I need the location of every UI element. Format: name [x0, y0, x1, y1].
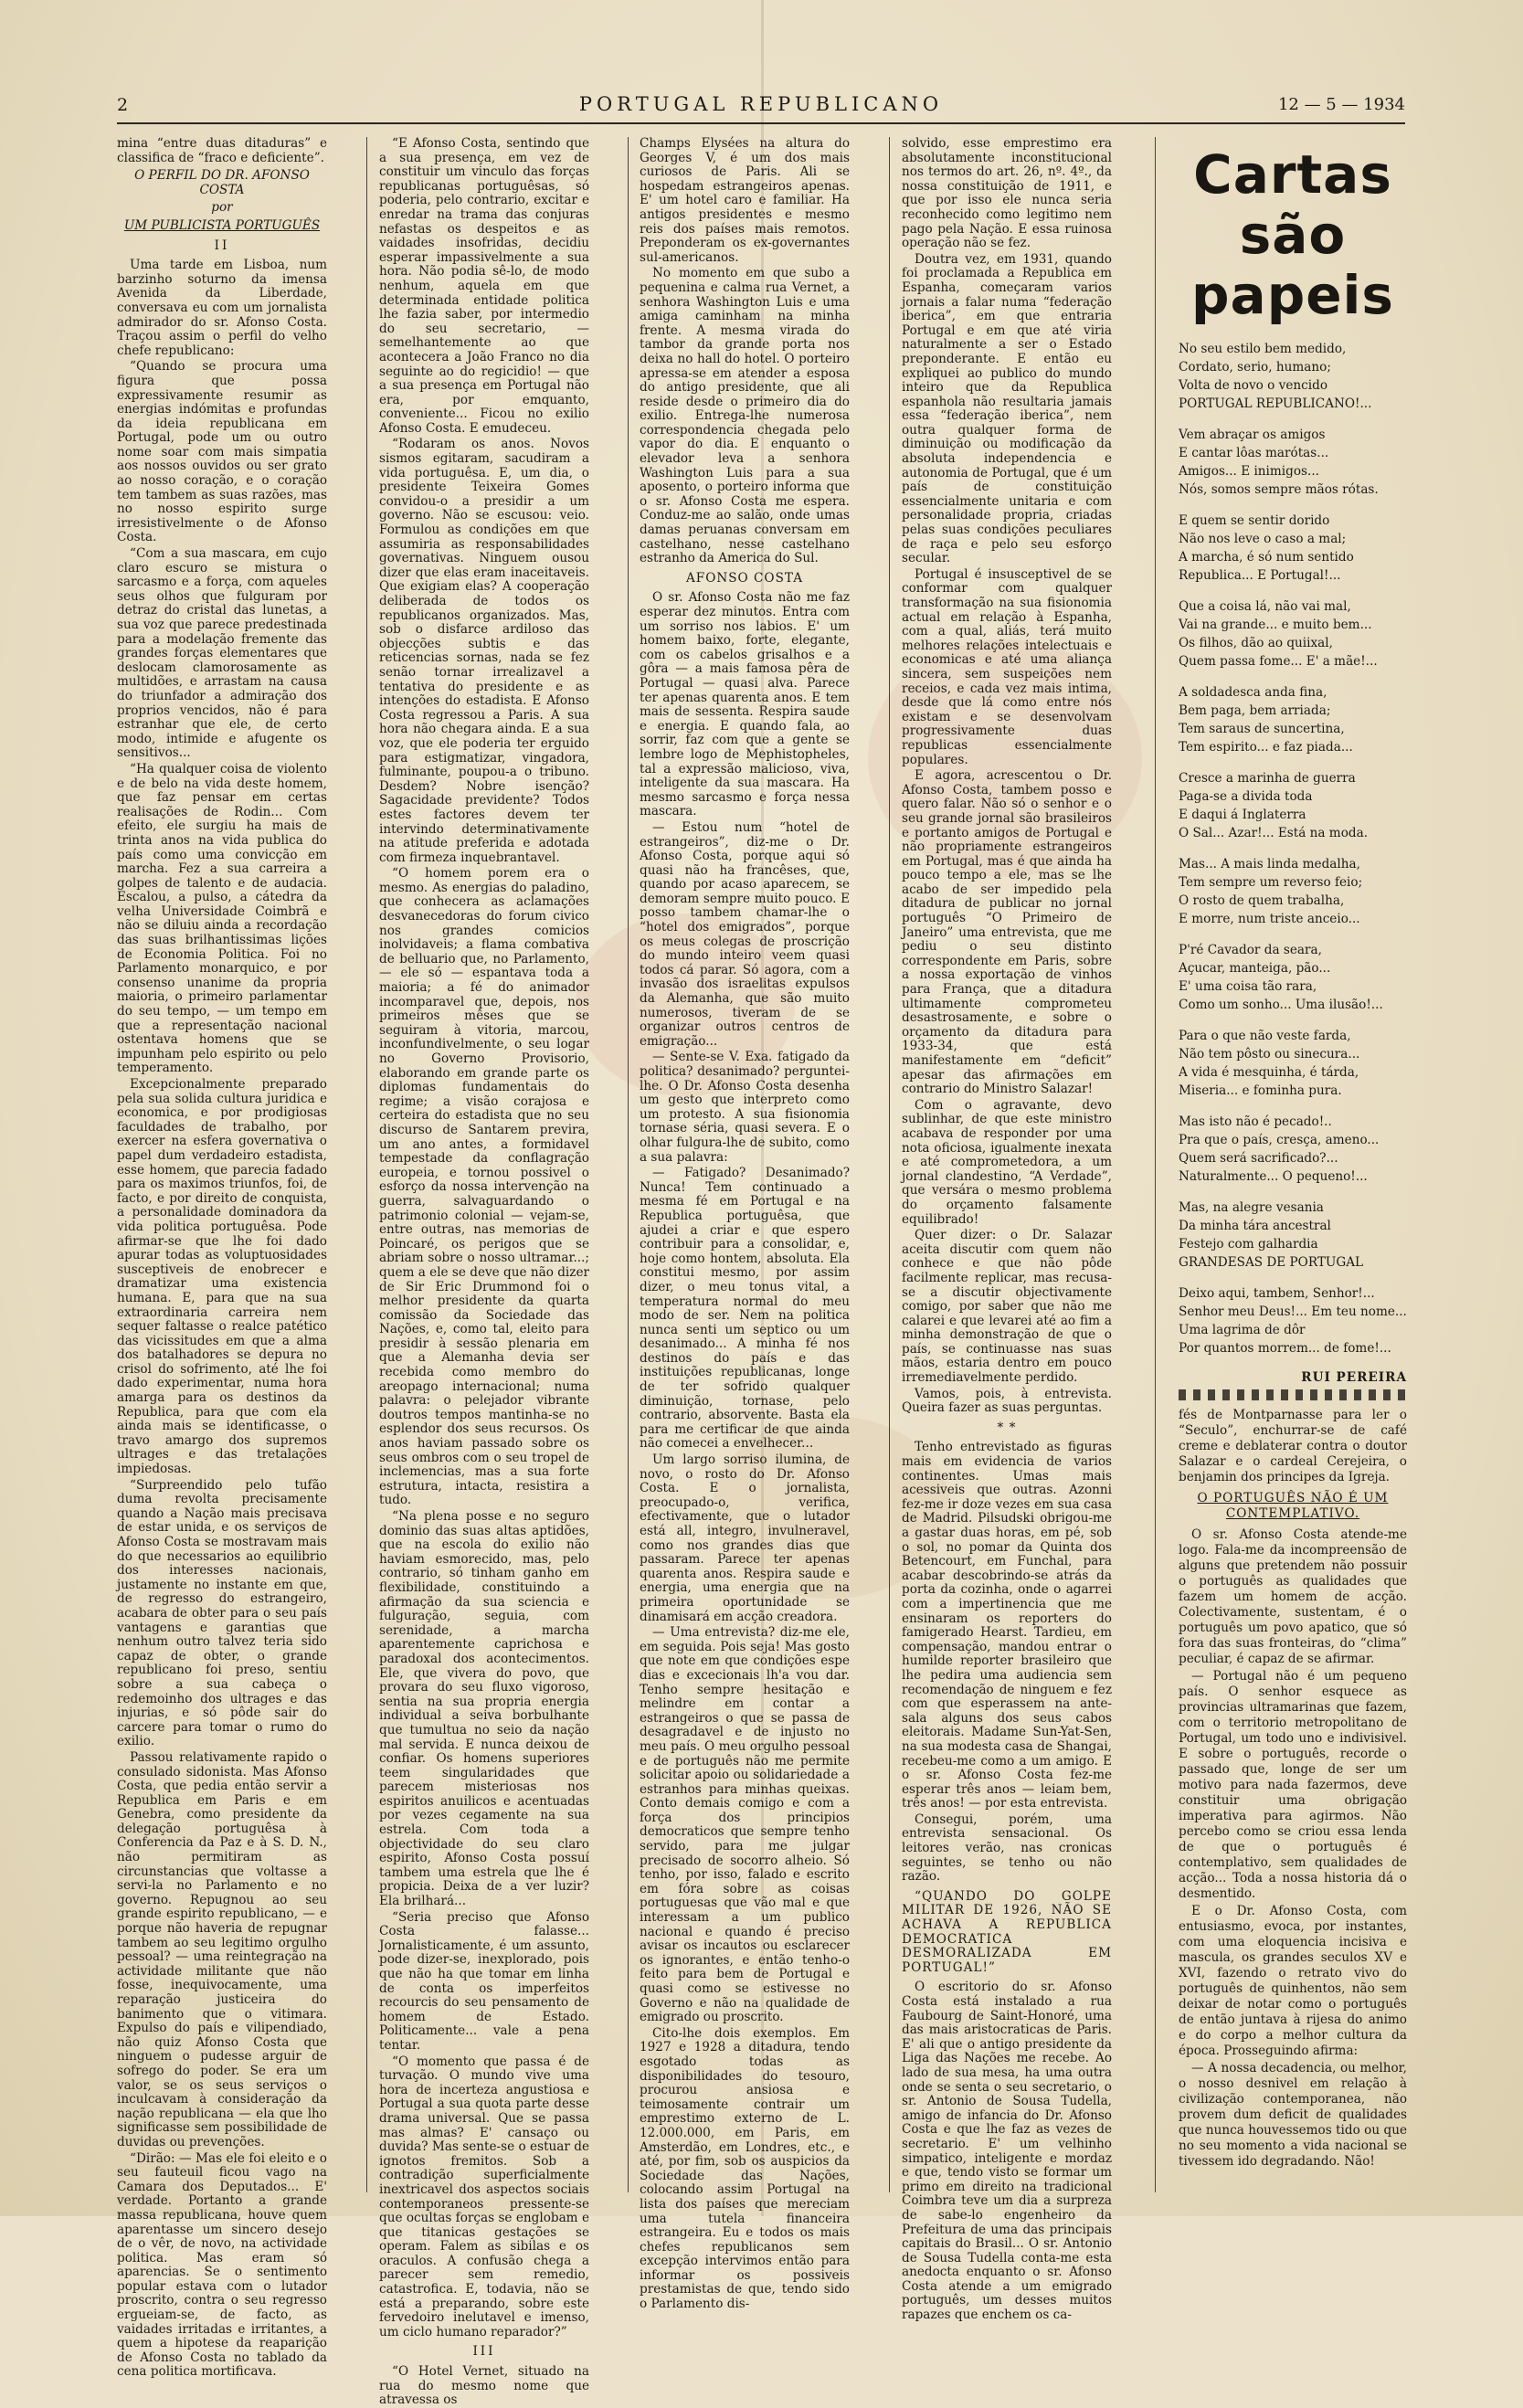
paragraph: Uma tarde em Lisboa, num barzinho soturno da imensa Avenida da Liberdade, conversava eu com um jornalista admirador do sr. Afonso Costa. Traçou assim o perfil do velho chefe republicano: [117, 258, 327, 358]
subheading: O PORTUGUÊS NÃO É UM CONTEMPLATIVO. [1197, 1491, 1389, 1521]
paragraph: Com o agravante, devo sublinhar, de que este ministro acabava de responder por uma nota oficiosa, igualmente inexata e até comprometedora, a um jornal clandestino, “A Verdade”, que versára o mesmo problema do orçamento falsamente equilibrado! [902, 1097, 1112, 1227]
paragraph: fés de Montparnasse para ler o “Seculo”, enchurrar-se de café creme e deblaterar contra o doutor Salazar e o cardeal Cerejeira, o benjamin dos principes da Igreja. [1179, 1408, 1407, 1484]
paragraph: — Portugal não é um pequeno país. O senhor esquece as provincias ultramarinas que fazem, com o territorio metropolitano de Portugal, um todo uno e indivisivel. E sobre o português, recorde o passado que, longe de ser um motivo para nada fazermos, deve constituir uma obrigação imperativa para agirmos. Não percebo como se criou essa lenda de que o português é contemplativo, sem qualidades de acção... Toda a nossa historia dá o desmentido. [1179, 1669, 1407, 1901]
poem-line: A soldadesca anda fina, [1179, 685, 1327, 700]
column-1 [117, 136, 327, 2380]
poem-line: Açucar, manteiga, pão... [1179, 961, 1331, 976]
poem-stanza [1179, 1027, 1407, 1100]
column-5 [1179, 137, 1407, 2192]
poem-stanza [1179, 1199, 1407, 1272]
column-rule [366, 137, 367, 2192]
paragraph: “Na plena posse e no seguro dominio das suas altas aptidões, que na escola do exilio não haviam esmorecido, mas, pelo contrario, só tinham ganho em flexibilidade, constituindo a afirmação da sua sciencia e fulguração, seguia, com serenidade, a marcha aparentemente caprichosa e paradoxal dos acontecimentos. Ele, que vivera do povo, que provara do seu fluxo vigoroso, sentia na sua propria energia individual a seiva borbulhante que tumultua no seio da nação mal servida. E nunca deixou de confiar. Os homens superiores teem singularidades que parecem misteriosas nos espiritos anuilicos e acentuadas por vezes cegamente na sua estrela. Com toda a objectividade do seu claro espirito, Afonso Costa possuí tambem uma estrela que lhe é propicia. Deixa de a ver luzir? Ela brilhará... [379, 1509, 589, 1909]
poem-stanza [1179, 597, 1407, 671]
poem-line: Por quantos morrem... de fome!... [1179, 1341, 1391, 1356]
column-rule [889, 137, 890, 2192]
poem-line: GRANDESAS DE PORTUGAL [1179, 1255, 1364, 1270]
poem-line: Paga-se a divida toda [1179, 789, 1313, 804]
poem-stanza [1179, 426, 1407, 499]
poem-line: Quem será sacrificado?... [1179, 1151, 1338, 1166]
paragraph: — Uma entrevista? diz-me ele, em seguida. Pois seja! Mas gosto que note em que condições espe dias e excecionais lh'a vou dar. Tenho sempre hesitação e melindre em contar a estrangeiros o que se passa de desagradavel e de injusto no meu país. O meu orgulho pessoal e de português não me permite solicitar apoio ou solidariedade a estranhos para minhas queixas. Conto demais comigo e com a força dos principios democraticos que sempre tenho servido, para me julgar precisado de socorro alheio. Só tenho, por isso, falado e escrito em fóra sobre as coisas portuguesas que vão mal e que interessam a um publico nacional e quando é preciso avisar os incautos ou esclarecer os ignorantes, e então tenho-o feito para bem de Portugal e quasi como se estivesse no Governo e não na qualidade de emigrado ou proscrito. [640, 1625, 850, 2025]
poem-line: E' uma coisa tão rara, [1179, 979, 1317, 994]
poem-line: Cordato, serio, humano; [1179, 360, 1331, 375]
paragraph: “O homem porem era o mesmo. As energias do paladino, que conhecera as aclamações desvanecedoras do forum civico nos grandes comicios inolvidaveis; a flama combativa de belluario que, no Parlamento, — ele só — espantava toda a maioria; a fé do animador incomparavel que, depois, nos primeiros mêses que se seguiram à vitoria, marcou, inconfundivelmente, o seu logar no Governo Provisorio, elaborando em grande parte os diplomas fundamentais do regime; a visão corajosa e certeira do estadista que no seu discurso de Santarem previra, um ano antes, a formidavel tempestade da conflagração europeia, e tornou possivel o esforço da nossa intervenção na guerra, salvaguardando o patrimonio colonial — vejam-se, entre outras, nas memorias de Poincaré, os perigos que se abriam sobre o nosso ultramar...; quem a ele se deve que não dizer de Sir Eric Drummond foi o melhor presidente da quarta comissão da Sociedade das Nações, e, como tal, eleito para presidir à sessão plenaria em que a Alemanha devia ser recebida como membro do areopago internacional; numa palavra: o pelejador vibrante doutros tempos mantinha-se no esplendor dos seus recursos. Os anos haviam passado sobre os seus ombros com o seu tropel de inclemencias, mas a sua forte estrutura, intacta, resistira a tudo. [379, 866, 589, 1508]
paragraph: “O momento que passa é de turvação. O mundo vive uma hora de incerteza angustiosa e Portugal a sua quota parte desse drama universal. Que se passa mas almas? E' cansaço ou duvida? Mas sente-se o estuar de ignotos fremitos. Sob a contradição superficialmente inextricavel dos aspectos sociais contemporaneos pressente-se que ocultas forças se englobam e que titanicas gestações se operam. Falem as sibilas e os oraculos. A confusão chega a parecer sem remedio, catastrofica. E, todavia, não se está a preparando, sobre este fervedoiro inelutavel e imenso, um ciclo humano reparador?” [379, 2054, 589, 2339]
paragraph: “O Hotel Vernet, situado na rua do mesmo nome que atravessa os [379, 2364, 589, 2408]
poem-line: Festejo com galhardia [1179, 1237, 1318, 1252]
poem-line: Mas, na alegre vesania [1179, 1200, 1324, 1215]
poem-line: Quem passa fome... E' a mãe!... [1179, 654, 1378, 669]
poem-stanza [1179, 1113, 1407, 1186]
poem-line: Tem espirito... e faz piada... [1179, 740, 1353, 755]
poem-line: No seu estilo bem medido, [1179, 342, 1347, 356]
poem-stanza [1179, 855, 1407, 928]
paragraph: “Surpreendido pelo tufão duma revolta precisamente quando a Nação mais precisava de estar unida, e os serviços de Afonso Costa se mostravam mais do que necessarios ao equilibrio dos interesses nacionais, justamente no instante em que, de regresso do estrangeiro, acabara de obter para o seu país vantagens e garantias que nenhum outro talvez teria sido capaz de obter, o grande republicano foi preso, sentiu sobre a sua cabeça o redemoinho dos ultrages e das injurias, e só pôde sair do carcere para tomar o rumo do exilio. [117, 1477, 327, 1749]
paragraph: E o Dr. Afonso Costa, com entusiasmo, evoca, por instantes, com uma eloquencia incisiva e mascula, os grandes seculos XV e XVI, fazendo o retrato vivo do português de quinhentos, não sem deixar de notar como o português de então juntava à rijesa do animo e do corpo a melhor cultura da época. Prosseguindo afirma: [1179, 1904, 1407, 2058]
poem-line: E morre, num triste anceio... [1179, 912, 1360, 926]
paragraph: O escritorio do sr. Afonso Costa está instalado a rua Faubourg de Saint-Honoré, uma das mais aristocraticas de Paris. E' ali que o antigo presidente da Liga das Nações me recebe. Ao lado de sua mesa, ha uma outra onde se senta o seu secretario, o sr. Antonio de Sousa Tudella, amigo de infancia do Dr. Afonso Costa e que lhe faz as vezes de secretario. E' um velhinho simpatico, inteligente e mordaz e que, tendo visto se formar um primo em direito na tradicional Coimbra teve um dia a surpreza de sabe-lo engenheiro da Prefeitura de uma das principais capitais do Brasil... O sr. Antonio de Sousa Tudella conta-me esta anedocta enquanto o sr. Afonso Costa atende a um emigrado português, um desses muitos rapazes que enchem os ca- [902, 1980, 1112, 2323]
poem-line: Volta de novo o vencido [1179, 378, 1328, 393]
column-3 [640, 136, 850, 2312]
paragraph: “Rodaram os anos. Novos sismos egitaram, sacudiram a vida portuguêsa. E, um dia, o presidente Teixeira Gomes convidou-o a presidir a um governo. Não se escusou: veio. Formulou as condições em que assumiria as responsabilidades governativas. Ninguem ousou dizer que elas eram inaceitaveis. Que exigiam elas? A cooperação deliberada de todos os republicanos organizados. Mas, sob o disfarce ardiloso das objecções subtis e das reticencias sornas, nada se fez senão tornar irrealizavel a tentativa do presidente e as intenções do estadista. E Afonso Costa regressou a Paris. A sua hora não chegara ainda. E a sua voz, que ele poderia ter erguido para estigmatizar, vingadora, fulminante, poupou-a o tribuno. Desdem? Nobre isenção? Sagacidade previdente? Todos estes factores devem ter intervindo determinativamente na atitude preferida e adotada com firmeza inquebrantavel. [379, 437, 589, 865]
poem-line: Vai na grande... e muito bem... [1179, 618, 1372, 632]
paragraph: — A nossa decadencia, ou melhor, o nosso desnivel em relação à civilização contemporanea, não provem dum deficit de qualidades que nunca houvessemos tido ou que no seu momento a vida nacional se tivessem ido degradando. Não! [1179, 2061, 1407, 2169]
poem-line: Tem saraus de suncertina, [1179, 722, 1345, 736]
poem-line: A vida é mesquinha, é tárda, [1179, 1065, 1359, 1080]
paragraph: Vamos, pois, à entrevista. Queira fazer as suas perguntas. [902, 1386, 1112, 1416]
poem-stanza [1179, 512, 1407, 585]
poem-line: Vem abraçar os amigos [1179, 428, 1326, 442]
paragraph: mina “entre duas ditaduras” e classifica de “fraco e deficiente”. [117, 136, 327, 165]
poem-line: O rosto de quem trabalha, [1179, 893, 1345, 908]
article-heading: O PERFIL DO DR. AFONSO COSTA [134, 168, 310, 197]
newspaper-title: PORTUGAL REPUBLICANO [578, 93, 944, 115]
poem-line: Nós, somos sempre mãos rótas. [1179, 482, 1379, 497]
poem-line: Bem paga, bem arriada; [1179, 703, 1331, 718]
paragraph: E agora, acrescentou o Dr. Afonso Costa, tambem posso e quero falar. Não só o senhor e o seu grande jornal são brasileiros e portanto amigos de Portugal e não propriamente estrangeiros em Portugal, mas é que ainda ha pouco tempo a ele, mas se lhe acabo de ser impedido pela ditadura de publicar no jornal português “O Primeiro de Janeiro” uma entrevista, que me pediu o seu distinto correspondente em Paris, sobre a nossa exportação de vinhos para França, que a ditadura ultimamente comprometeu desastrosamente, e sobre o orçamento da ditadura para 1933-34, que está manifestamente em “deficit” apesar das afirmações em contrario do Ministro Salazar! [902, 768, 1112, 1097]
paragraph: solvido, esse emprestimo era absolutamente inconstitucional nos termos do art. 26, nº. 4º., da nossa constituição de 1911, e que por isso ele nunca seria reconhecido como legitimo nem pago pela Nação. E essa ruinosa operação não se fez. [902, 136, 1112, 251]
poem-line: E quem se sentir dorido [1179, 513, 1330, 528]
paragraph: Cito-lhe dois exemplos. Em 1927 e 1928 a ditadura, tendo esgotado todas as disponibilidades do tesouro, procurou ansiosa e teimosamente contrair um emprestimo externo de L. 12.000.000, em Paris, em Amsterdão, em Londres, etc., e até, por fim, sob os auspicios da Sociedade das Nações, colocando assim Portugal na lista dos países que mereciam uma tutela financeira estrangeira. Eu e todos os mais chefes republicanos sem excepção intervimos então para informar os possiveis prestamistas de que, tendo sido o Parlamento dis- [640, 2025, 850, 2312]
poem-line: P'ré Cavador da seara, [1179, 943, 1322, 957]
section-number: II [214, 238, 230, 253]
poem-line: Amigos... E inimigos... [1179, 464, 1319, 479]
paragraph: “Com a sua mascara, em cujo claro escuro se mistura o sarcasmo e a força, com aqueles seus olhos que fulguram por detraz do cristal das lunetas, a sua voz que parece predestinada para a modelação fremente das grandes forças elementares que deslocam clamorosamente as multidões, e arrastam na causa do triunfador a admiração dos proprios vencidos, não é para estranhar que ele, de certo modo, intimide e afugente os sensitivos... [117, 546, 327, 761]
poem-line: Republica... E Portugal!... [1179, 568, 1341, 583]
poem-stanza [1179, 340, 1407, 413]
paragraph: Excepcionalmente preparado pela sua solida cultura juridica e economica, e por prodigiosas faculdades de trabalho, por exercer na esfera governativa o papel dum verdadeiro estadista, esse homem, que parecia fadado para os maximos triunfos, foi, de facto, e por direito de conquista, a personalidade dominadora da vida politica portuguêsa. Pode afirmar-se que lhe foi dado apurar todas as voluptuosidades susceptiveis de enobrecer e dramatizar uma existencia humana. E, para que na sua extraordinaria carreira nem sequer faltasse o realce patético das vicissitudes em que a alma dos batalhadores se depura no crisol do sofrimento, até lhe foi dado experimentar, numa hora amarga para os destinos da Republica, para que com ela ainda mais se identificasse, o travo amargo dos supremos ultrages e das tretalações impiedosas. [117, 1077, 327, 1477]
masthead [117, 91, 1405, 124]
column-2 [379, 136, 589, 2408]
paragraph: “E Afonso Costa, sentindo que a sua presença, em vez de constituir um vinculo das forças republicanas portuguêsas, só poderia, pelo contrario, excitar e enredar na trama das conjuras nefastas os despeitos e as vaidades insofridas, decidiu esperar impassivelmente a sua hora. Não podia sê-lo, de modo nenhum, aquela em que determinada entidade politica lhe fazia saber, por intermedio do seu secretario, — semelhantemente ao que acontecera a João Franco no dia seguinte ao do regicidio! — que a sua presença em Portugal não era, por emquanto, conveniente... Ficou no exilio Afonso Costa. E emudeceu. [379, 136, 589, 436]
poem-line: Como um sonho... Uma ilusão!... [1179, 998, 1383, 1012]
paragraph: O sr. Afonso Costa atende-me logo. Fala-me da incompreensão de alguns que pretendem não possuir o português as qualidades que fazem um homem de acção. Colectivamente, sustentam, é o português um povo apatico, que só fora das suas fronteiras, do “clima” peculiar, é capaz de se afirmar. [1179, 1527, 1407, 1666]
paragraph: Champs Elysées na altura do Georges V, é um dos mais curiosos de Paris. Ali se hospedam estrangeiros apenas. E' um hotel caro e familiar. Ha antigos presidentes e mesmo reis dos países mais remotos. Preponderam os ex-governantes sul-americanos. [640, 136, 850, 265]
poem-line: A marcha, é só num sentido [1179, 550, 1354, 565]
section-break: * * [997, 1420, 1017, 1435]
column-4 [902, 136, 1112, 2323]
poem-line: E daqui á Inglaterra [1179, 808, 1306, 822]
poem-stanza [1179, 1284, 1407, 1357]
poem-stanza [1179, 769, 1407, 842]
article-byline-by: por [211, 200, 233, 216]
paragraph: “Dirão: — Mas ele foi eleito e o seu fauteuil ficou vago na Camara dos Deputados... E' verdade. Portanto a grande massa republicana, houve quem aparentasse um sincero desejo de o vêr, de novo, na actividade politica. Mas eram só aparencias. Se o sentimento popular estava com o lutador proscrito, contra o seu regresso ergueiam-se, de facto, as vaidades irritadas e irritantes, a quem a hipotese da reaparição de Afonso Costa no tablado da cena politica mortificava. [117, 2150, 327, 2380]
paragraph: Consegui, porém, uma entrevista sensacional. Os leitores verão, nas cronicas seguintes, se tenho ou não razão. [902, 1811, 1112, 1885]
poem-line: Da minha tára ancestral [1179, 1219, 1331, 1233]
paragraph: Quer dizer: o Dr. Salazar aceita discutir com quem não conhece e que não pôde facilmente replicar, mas recusa-se a discutir objectivamente comigo, por saber que não me calarei e que levarei até ao fim a minha demonstração de que o país, se continuasse nas suas mãos, estaria dentro em pouco irremediavelmente perdido. [902, 1228, 1112, 1386]
paragraph: Doutra vez, em 1931, quando foi proclamada a Republica em Espanha, começaram varios jornais a falar numa “federação iberica”, em que entraria Portugal e em que até viria naturalmente a ser o Estado preponderante. E então eu expliquei ao publico do mundo inteiro que da Republica espanhola não resultaria jamais essa “federação iberica”, nem outra qualquer forma de diminuição ou modificação da absoluta independencia e autonomia de Portugal, que é um país de constituição essencialmente unitaria e com personalidade propria, criadas pelas suas condições peculiares de raça e pelo seu esforço secular. [902, 251, 1112, 566]
poem-line: Não tem pôsto ou sinecura... [1179, 1047, 1360, 1061]
poem-signature: RUI PEREIRA [1301, 1370, 1407, 1385]
paragraph: — Estou num “hotel de estrangeiros”, diz-me o Dr. Afonso Costa, porque aqui só quasi não ha francêses, que, quando por acaso aparecem, se demoram sempre muito pouco. E posso tambem chamar-lhe o “hotel dos emigrados”, porque os meus colegas de proscrição do mundo inteiro veem quasi todos cá parar. Só agora, com a invasão dos israelitas expulsos da Alemanha, que são muito numerosos, tiveram de se organizar outros centros de emigração... [640, 819, 850, 1049]
decorative-divider [1179, 1389, 1407, 1400]
column-rule [1155, 137, 1156, 2192]
paragraph: Tenho entrevistado as figuras mais em evidencia de varios continentes. Umas mais acessiveis que outras. Azonni fez-me ir doze vezes em sua casa de Madrid. Pilsudski obrigou-me a gastar duas horas, em pé, sob o sol, no pomar da Quinta dos Betencourt, em Funchal, para acabar descobrindo-se atrás da porta da cozinha, onde o agarrei com a impertinencia que me ensinaram os reporters do famigerado Hearst. Tardieu, em compensação, mandou entrar o humilde reporter brasileiro que lhe pedira uma audiencia sem recomendação de ninguem e fez com que esperassem na ante-sala alguns dos seus cabos eleitorais. Madame Sun-Yat-Sen, na sua modesta casa de Shangai, recebeu-me como a um amigo. E o sr. Afonso Costa fez-me esperar três anos — leiam bem, três anos! — por esta entrevista. [902, 1440, 1112, 1811]
page-number: 2 [117, 95, 129, 115]
poem-line: Pra que o país, cresça, ameno... [1179, 1133, 1380, 1147]
section-number: III [472, 2344, 496, 2360]
poem [1179, 340, 1407, 1357]
paragraph: O sr. Afonso Costa não me faz esperar dez minutos. Entra com um sorriso nos labios. E' um homem baixo, forte, elegante, com os cabelos grisalhos e a gôra — a mais famosa pêra de Portugal — quasi alva. Parece ter apenas quarenta anos. E tem mais de sessenta. Respira saude e energia. E quando fala, ao sorrir, faz com que a gente se lembre logo de Mephistopheles, tal a expressão malicioso, viva, inteligente da sua mascara. Ha mesmo sarcasmo e força nessa mascara. [640, 590, 850, 819]
paragraph: Um largo sorriso ilumina, de novo, o rosto do Dr. Afonso Costa. E o jornalista, preocupado-o, verifica, efectivamente, que o lutador está all, integro, invulneravel, como nos grandes dias que passaram. Parece ter apenas quarenta anos. Respira saude e energia, uma energia que na primeira oportunidade se dinamisará em acção creadora. [640, 1452, 850, 1624]
paragraph: — Fatigado? Desanimado? Nunca! Tem continuado a mesma fé em Portugal e na Republica portuguêsa, que ajudei a criar e que espero contribuir para a consolidar, e, hoje como hontem, absoluta. Ela constitui mesmo, por assim dizer, o meu tonus vital, a temperatura normal do meu modo de ser. Nem na politica nunca senti um septico ou um desanimado... A minha fé nos destinos do país e das instituições republicanas, longe de ter sofrido qualquer diminuição, tornase, pelo contrario, absorvente. Basta ela para me certificar de que ainda não comecei a envelhecer... [640, 1166, 850, 1452]
subheading: “QUANDO DO GOLPE MILITAR DE 1926, NÃO SE ACHAVA A REPUBLICA DEMOCRATICA DESMORALIZADA EM PORTUGAL!” [902, 1888, 1112, 1975]
poem-line: Miseria... e fominha pura. [1179, 1083, 1342, 1098]
poem-line: Naturalmente... O pequeno!... [1179, 1169, 1368, 1184]
poem-line: Uma lagrima de dôr [1179, 1323, 1306, 1337]
poem-line: Os filhos, dão ao quiixal, [1179, 636, 1333, 650]
paragraph: “Ha qualquer coisa de violento e de belo na vida deste homem, que faz pensar em certas realisações de Rodin... Com efeito, ele surgiu ha mais de trinta anos na vida publica do país como uma convicção em marcha. Fez a sua carreira a golpes de talento e de audacia. Escalou, a pulso, a cátedra da velha Universidade Coimbrã e não se diluiu ainda a recordação das suas brilhantissimas lições de Economia Politica. Foi no Parlamento monarquico, e por consenso unanime da propria maioria, o primeiro parlamentar do seu tempo, — um tempo em que a representação nacional ostentava homens que se impunham pelo espirito ou pelo temperamento. [117, 761, 327, 1076]
paragraph: — Sente-se V. Exa. fatigado da politica? desanimado? perguntei-lhe. O Dr. Afonso Costa desenha um gesto que interpreto como um protesto. A sua fisionomia tornase séria, quasi severa. E o olhar fulgura-lhe de subito, como a sua palavra: [640, 1050, 850, 1165]
poem-line: Para o que não veste farda, [1179, 1029, 1351, 1043]
article-byline: UM PUBLICISTA PORTUGUÊS [123, 217, 321, 233]
issue-date: 12 — 5 — 1934 [1277, 95, 1405, 114]
poem-line: Cresce a marinha de guerra [1179, 771, 1356, 786]
poem-line: PORTUGAL REPUBLICANO!... [1179, 396, 1372, 411]
poem-line: Não nos leve o caso a mal; [1179, 532, 1347, 546]
poem-stanza [1179, 683, 1407, 756]
paragraph: Portugal é insusceptivel de se conformar com qualquer transformação na sua fisionomia actual em relação à Espanha, com a qual, aliás, terá muito melhores relações intelectuais e economicas e até uma aliança sincera, sem suspeições nem receios, e cada vez mais intima, desde que lá como entre nós existam e se desenvolvam progressivamente duas republicas essencialmente populares. [902, 566, 1112, 767]
poem-line: Mas isto não é pecado!.. [1179, 1114, 1332, 1129]
subheading: AFONSO COSTA [685, 570, 804, 586]
paragraph: Passou relativamente rapido o consulado sidonista. Mas Afonso Costa, que pedia então servir a Republica em Paris e em Genebra, como presidente da delegação portuguêsa à Conferencia da Paz e à S. D. N., não permitiram as circunstancias que voltasse a servi-la no Parlamento e no governo. Repugnou ao seu grande espirito republicano, — e porque não haveria de repugnar tambem ao seu legitimo orgulho pessoal? — uma reintegração na actividade militante que não fosse, inequivocamente, uma reparação justiceira do banimento que o vitimara. Expulso do país e vilipendiado, não quiz Afonso Costa que ninguem o pudesse arguir de sofrego do poder. Se era um valor, se os seus serviços o inculcavam à consideração da nação republicana — ela que lho significasse sem possibilidade de duvidas ou prevenções. [117, 1749, 327, 2149]
poem-line: Senhor meu Deus!... Em teu nome... [1179, 1304, 1407, 1319]
poem-line: Deixo aqui, tambem, Senhor!... [1179, 1286, 1375, 1301]
paragraph: “Quando se procura uma figura que possa expressivamente resumir as energias indómitas e profundas da ideia republicana em Portugal, pode um ou outro nome soar com mais simpatia aos nossos ouvidos ou ser grato ao nosso coração, e o coração tem tambem as suas razões, mas no nosso espirito surge irresistivelmente o de Afonso Costa. [117, 359, 327, 545]
paragraph: “Seria preciso que Afonso Costa falasse... Jornalisticamente, é um assunto, pode dizer-se, inexplorado, pois que não ha que tomar em linha de conta os imperfeitos recourcis do seu pensamento de homem de Estado. Politicamente... vale a pena tentar. [379, 1909, 589, 2053]
poem-line: Tem sempre um reverso feio; [1179, 875, 1363, 890]
poem-line: Que a coisa lá, não vai mal, [1179, 599, 1351, 614]
poem-title: Cartas são papeis [1191, 143, 1394, 326]
column-rule [628, 137, 629, 2192]
poem-stanza [1179, 941, 1407, 1014]
poem-line: O Sal... Azar!... Está na moda. [1179, 826, 1369, 840]
poem-line: Mas... A mais linda medalha, [1179, 857, 1360, 871]
poem-line: E cantar lôas marótas... [1179, 446, 1329, 460]
paragraph: No momento em que subo a pequenina e calma rua Vernet, a senhora Washington Luis e uma amiga caminham na minha frente. A mesma virada do tambor da grande porta nos deixa no hall do hotel. O porteiro apressa-se em atender a esposa do antigo presidente, que ali reside desde o primeiro dia do exilio. Entrega-lhe numerosa correspondencia chegada pelo vapor do dia. E enquanto o elevador leva a senhora Washington Luis para a sua aposento, o porteiro informa que o sr. Afonso Costa me espera. Conduz-me ao salão, onde umas damas peruanas conversam em castelhano, nesse castelhano estranho da America do Sul. [640, 266, 850, 566]
